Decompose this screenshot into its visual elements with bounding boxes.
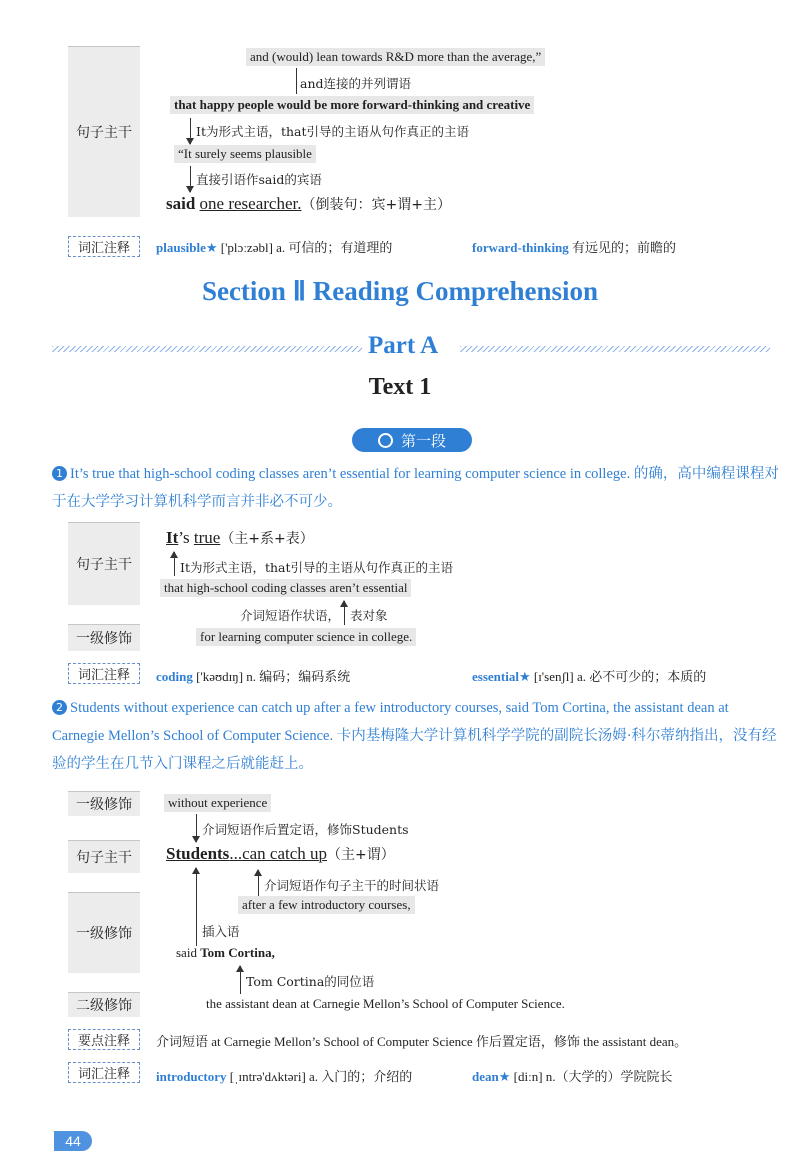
top-line-it-seems-plausible: “It surely seems plausible	[174, 145, 316, 163]
sentence-1: 1 It’s true that high-school coding classes aren’t essential for learning computer science in college. 的确，高中编程课程对于在大学学习计算机科学而言并非必不可少。	[52, 466, 779, 510]
s2-annotation-time-adverbial: 介词短语作句子主干的时间状语	[264, 878, 440, 893]
part-divider-left	[52, 346, 362, 352]
label-vocab-2: 词汇注释	[68, 663, 140, 684]
s2-line-said-tom-cortina: said Tom Cortina,	[176, 945, 275, 960]
label-sentence-trunk-s2: 句子主干	[68, 840, 140, 873]
label-key-point: 要点注释	[68, 1029, 140, 1050]
part-divider-right	[460, 346, 770, 352]
label-vocab-1: 词汇注释	[68, 236, 140, 257]
s2-annotation-postmodifier: 介词短语作后置定语，修饰Students	[202, 822, 409, 837]
s1-annotation-formal-subject: It为形式主语，that引导的主语从句作真正的主语	[180, 560, 454, 575]
s1-arrow-1	[174, 552, 175, 576]
top-line-said-one-researcher: said one researcher.（倒装句：宾+谓+主）	[166, 194, 451, 213]
top-connector-1	[296, 68, 297, 94]
vocab-coding: coding ['kəʊdɪŋ] n. 编码；编码系统	[156, 669, 351, 684]
page-number: 44	[54, 1131, 92, 1151]
sentence-2: 2 Students without experience can catch up after a few introductory courses, said Tom Cortina, the assistant dean at Carnegie Mellon’s School of Computer Science. 卡内基梅隆大学计算机科学学院的副院长汤姆·科尔蒂纳指出，没有经验的学生在几节入门课程之后就能赶上。	[52, 700, 777, 772]
s1-annotation-object: 表对象	[350, 608, 388, 623]
s2-annotation-parenthetical: 插入语	[202, 924, 240, 939]
label-level1-mod-s2a: 一级修饰	[68, 791, 140, 816]
s2-line-without-experience: without experience	[164, 794, 271, 812]
vocab-dean: dean★ [diːn] n.（大学的）学院院长	[472, 1069, 673, 1084]
part-title: Part A	[368, 332, 439, 359]
top-line-happy-people: that happy people would be more forward-thinking and creative	[170, 96, 534, 114]
top-arrow-2	[190, 166, 191, 192]
s2-arrow-1	[196, 814, 197, 842]
top-annotation-parallel-predicate: and连接的并列谓语	[300, 76, 412, 91]
s2-arrow-3	[196, 868, 197, 946]
s1-annotation-adverbial: 介词短语作状语，	[240, 608, 341, 623]
top-annotation-direct-speech: 直接引语作said的宾语	[196, 172, 322, 187]
s2-arrow-4	[240, 966, 241, 994]
label-sentence-trunk-s1: 句子主干	[68, 522, 140, 605]
text-title: Text 1	[368, 374, 432, 400]
s1-line-for-learning: for learning computer science in college.	[196, 628, 416, 646]
s2-line-assistant-dean: the assistant dean at Carnegie Mellon’s School of Computer Science.	[206, 996, 565, 1011]
top-line-lean-towards: and (would) lean towards R&D more than the average,”	[246, 48, 545, 66]
s1-line-that-clause: that high-school coding classes aren’t essential	[160, 579, 411, 597]
s2-arrow-2	[258, 870, 259, 896]
vocab-plausible: plausible★ ['plɔːzəbl] a. 可信的；有道理的	[156, 240, 393, 255]
label-level2-mod-s2: 二级修饰	[68, 992, 140, 1017]
s2-line-after-courses: after a few introductory courses,	[238, 896, 415, 914]
label-level1-mod-s1: 一级修饰	[68, 624, 140, 651]
s2-line-students-catch-up: Students...can catch up（主+谓）	[166, 844, 395, 863]
section-title: Section Ⅱ Reading Comprehension	[201, 276, 599, 306]
paragraph-pill: 第一段	[352, 428, 472, 452]
vocab-introductory: introductory [ˌɪntrə'dʌktəri] a. 入门的；介绍的	[156, 1069, 413, 1084]
s2-annotation-appositive: Tom Cortina的同位语	[246, 974, 375, 989]
key-point-text: 介词短语 at Carnegie Mellon’s School of Computer Science 作后置定语，修饰 the assistant dean。	[156, 1034, 688, 1049]
label-sentence-trunk-top: 句子主干	[68, 46, 140, 217]
s1-line-its-true: It’s true（主+系+表）	[166, 528, 314, 547]
top-arrow-1	[190, 118, 191, 144]
vocab-essential: essential★ [ɪ'senʃl] a. 必不可少的；本质的	[472, 669, 707, 684]
vocab-forward-thinking: forward-thinking 有远见的；前瞻的	[472, 240, 677, 255]
label-level1-mod-s2b: 一级修饰	[68, 892, 140, 973]
s1-arrow-2	[344, 601, 345, 625]
label-vocab-3: 词汇注释	[68, 1062, 140, 1083]
search-icon	[378, 433, 393, 448]
top-annotation-formal-subject: It为形式主语，that引导的主语从句作真正的主语	[196, 124, 470, 139]
